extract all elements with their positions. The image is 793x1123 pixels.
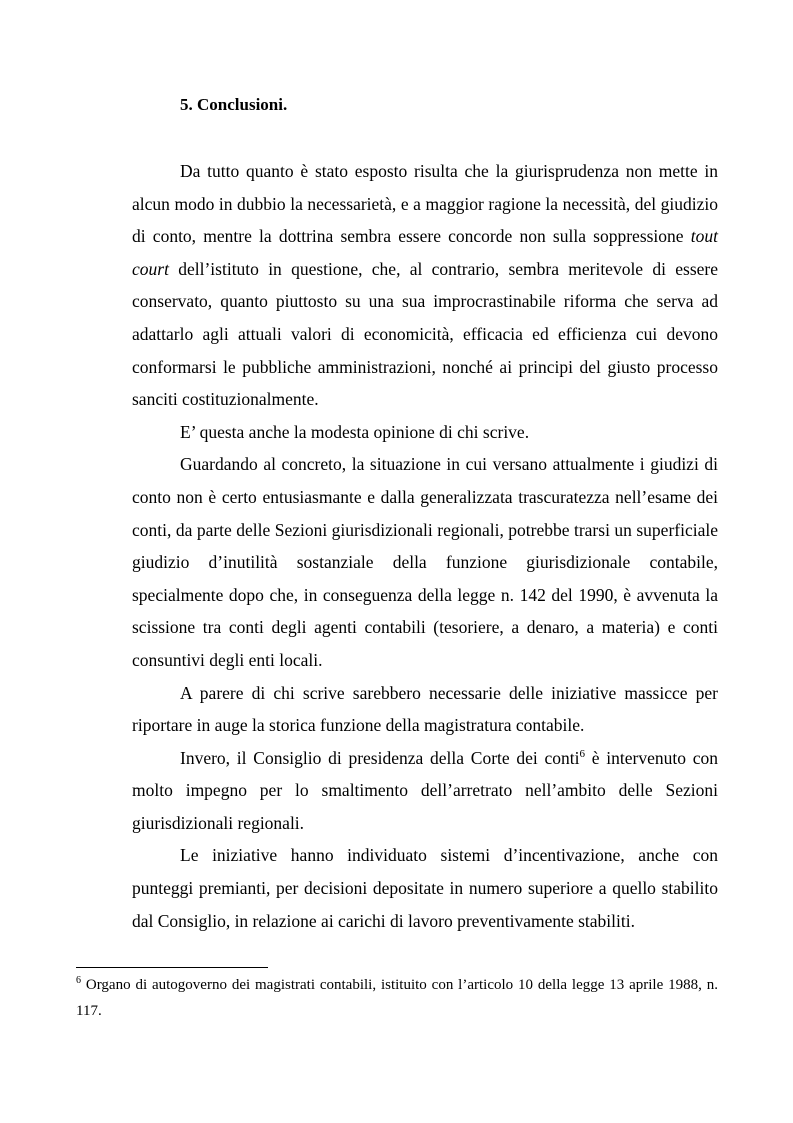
footnote-text: Organo di autogoverno dei magistrati contabili, istituito con l’articolo 10 della legge 13 aprile 1988, n. 117.: [76, 977, 718, 1019]
italic-phrase: tout court: [132, 226, 718, 279]
section-heading: 5. Conclusioni.: [180, 95, 288, 114]
paragraph-text: è intervenuto con molto impegno per lo smaltimento dell’arretrato nell’ambito delle Sezioni giurisdizionali regionali.: [132, 747, 719, 833]
paragraph-situation: Guardando al concreto, la situazione in cui versano attualmente i giudizi di conto non è certo entusiasmante e dalla generalizzata trascuratezza nell’esame dei conti, da parte delle Sezioni giurisdizionali regionali, potrebbe trarsi un superficiale giudizio d’inutilità sostanziale della funzione giurisdizionale contabile, specialmente dopo che, in conseguenza della legge n. 142 del 1990, è avvenuta la scissione tra conti degli agenti contabili (tesoriere, a denaro, a materia) e conti consuntivi degli enti locali.: [132, 454, 718, 670]
paragraph-text: Da tutto quanto è stato esposto risulta che la giurisprudenza non mette in alcun modo in dubbio la necessarietà, e a maggior ragione la necessità, del giudizio di conto, mentre la dottrina sembra essere concorde non sulla soppressione: [132, 161, 718, 247]
paragraph-conclusion: [132, 155, 718, 416]
paragraph-incentives: Le iniziative hanno individuato sistemi d’incentivazione, anche con punteggi premianti, per decisioni depositate in numero superiore a quello stabilito dal Consiglio, in relazione ai carichi di lavoro preventivamente stabiliti.: [132, 845, 718, 931]
body-text: [132, 155, 718, 937]
paragraph-opinion: E’ questa anche la modesta opinione di chi scrive.: [180, 421, 530, 442]
footnote-number: 6: [76, 975, 81, 986]
paragraph-initiatives-needed: A parere di chi scrive sarebbero necessarie delle iniziative massicce per riportare in auge la storica funzione della magistratura contabile.: [132, 682, 718, 736]
paragraph-consiglio: [132, 742, 718, 840]
paragraph-text: dell’istituto in questione, che, al contrario, sembra meritevole di essere conservato, quanto piuttosto su una sua improcrastinabile riforma che serva ad adattarlo agli attuali valori di economicità, efficacia ed efficienza cui devono conformarsi le pubbliche amministrazioni, nonché ai principi del giusto processo sanciti costituzionalmente.: [132, 258, 718, 410]
footnote-reference[interactable]: 6: [579, 747, 586, 760]
paragraph-text: Invero, il Consiglio di presidenza della Corte dei conti: [180, 747, 580, 768]
footnote: [76, 972, 718, 1024]
footnote-separator: [76, 967, 268, 968]
